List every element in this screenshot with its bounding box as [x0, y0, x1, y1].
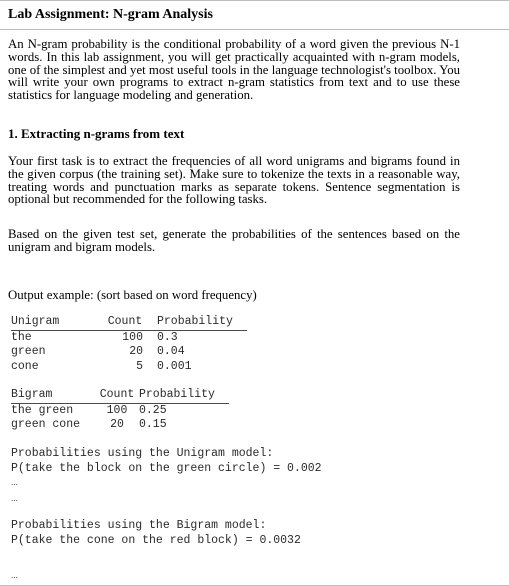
- cell-probability: 0.04: [157, 345, 185, 358]
- cell-ngram: the green: [11, 403, 74, 417]
- cell-count: 100: [122, 330, 143, 344]
- bigram-prob-example: P(take the cone on the red block) = 0.0032: [11, 534, 301, 547]
- table-row: [11, 345, 247, 360]
- table-row: [11, 403, 229, 418]
- cell-count: 20: [129, 345, 143, 358]
- table-row: [11, 360, 247, 375]
- cell-probability: 0.001: [157, 359, 192, 373]
- header-count: Count: [93, 315, 157, 330]
- unigram-table: [11, 315, 247, 374]
- bigram-table: [11, 388, 229, 433]
- table-header-row: [11, 388, 229, 403]
- bigram-prob-label: Probabilities using the Bigram model:: [11, 519, 267, 532]
- test-set-paragraph: Based on the given test set, generate the probabilities of the sentences based on the unigram and bigram models.: [8, 227, 460, 254]
- intro-paragraph: An N-gram probability is the conditional probability of a word given the previous N-1 words. In this lab assignment, you will get practically acquainted with n-gram models, one of the simplest and yet most useful tools in the language technologist's toolbox. You will write your own programs to extract n-gram statistics from text and to use these statistics for language modeling and generation.: [8, 37, 460, 103]
- page-title: Lab Assignment: N-gram Analysis: [8, 7, 213, 22]
- unigram-prob-example: P(take the block on the green circle) = 0.002: [11, 462, 322, 475]
- table-header-row: [11, 315, 247, 330]
- ellipsis: ...: [11, 477, 18, 487]
- ellipsis: ...: [11, 570, 18, 580]
- cell-probability: 0.15: [139, 418, 167, 431]
- header-probability: Probability: [139, 388, 229, 403]
- unigram-prob-label: Probabilities using the Unigram model:: [11, 447, 274, 460]
- cell-count: 5: [136, 359, 143, 373]
- ellipsis: ...: [11, 493, 18, 503]
- table-row: [11, 330, 247, 345]
- header-count: Count: [95, 388, 139, 403]
- top-border: [0, 0, 509, 1]
- cell-probability: 0.25: [139, 403, 167, 417]
- cell-ngram: the: [11, 330, 32, 344]
- cell-count: 20: [110, 418, 124, 431]
- header-probability: Probability: [157, 315, 247, 330]
- table-row: [11, 418, 229, 433]
- header-unigram: Unigram: [11, 315, 93, 330]
- task-paragraph: Your first task is to extract the frequencies of all word unigrams and bigrams found in the given corpus (the training set). Make sure to tokenize the texts in a reasonable way, treating words and punctuation marks as separate tokens. Sentence segmentation is optional but recommended for the following tasks.: [8, 154, 460, 207]
- cell-ngram: green cone: [11, 418, 81, 431]
- cell-count: 100: [106, 403, 128, 417]
- cell-probability: 0.3: [157, 330, 178, 344]
- header-bigram: Bigram: [11, 388, 95, 403]
- cell-ngram: green: [11, 345, 46, 358]
- cell-ngram: cone: [11, 359, 39, 373]
- title-divider: [0, 29, 509, 30]
- section-heading: 1. Extracting n-grams from text: [8, 126, 185, 141]
- output-example-label: Output example: (sort based on word frequency): [8, 288, 257, 302]
